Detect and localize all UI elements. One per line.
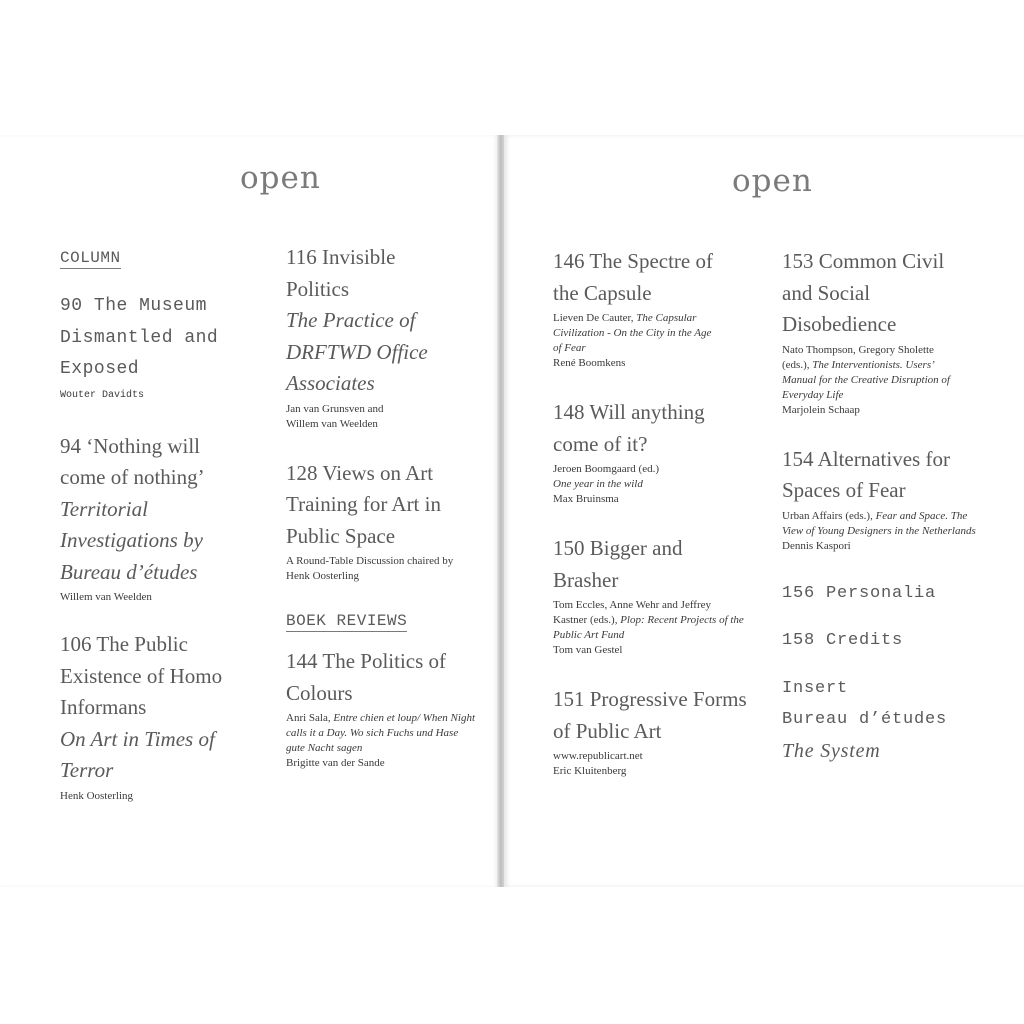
toc-entry-106 — [60, 629, 275, 804]
entry-byline-work: calls it a Day. Wo sich Fuchs und Hase — [286, 727, 459, 739]
entry-title-line: and Social — [782, 280, 871, 305]
entry-reviewer: Max Bruinsma — [553, 493, 619, 505]
toc-entry-personalia: 156 Personalia — [782, 583, 937, 603]
entry-reviewer: Eric Kluitenberg — [553, 765, 627, 777]
entry-title-line: 154 Alternatives for — [782, 446, 950, 471]
entry-byline-work: Civilization - On the City in the Age — [553, 327, 712, 339]
insert-subtitle: The System — [782, 739, 881, 762]
left-masthead: open — [240, 160, 321, 196]
entry-byline-author: Jeroen Boomgaard (ed.) — [553, 463, 659, 475]
entry-title-line: Disobedience — [782, 312, 897, 336]
entry-byline: Willem van Weelden — [286, 417, 378, 430]
entry-title-line: 116 Invisible — [286, 245, 396, 269]
toc-entry-154 — [782, 444, 1017, 554]
entry-title-line: come of nothing’ — [60, 465, 205, 489]
entry-title-line: of Public Art — [553, 718, 662, 743]
entry-subtitle-line: Investigations by — [60, 528, 203, 552]
section-heading-boek-reviews: BOEK REVIEWS — [286, 612, 408, 630]
entry-byline: Jan van Grunsven and — [286, 402, 384, 415]
entry-subtitle-line: Territorial — [60, 496, 148, 521]
left-column-1 — [60, 247, 275, 804]
entry-byline-work: The Interventionists. Users’ — [812, 358, 935, 371]
right-column-2 — [782, 246, 1017, 769]
entry-byline: A Round-Table Discussion chaired by — [286, 555, 454, 567]
entry-byline-work: One year in the wild — [553, 478, 643, 490]
right-column-1 — [553, 246, 773, 779]
entry-byline-work: Public Art Fund — [553, 629, 625, 641]
entry-subtitle-line: Terror — [60, 758, 114, 782]
entry-title-line: Public Space — [286, 523, 396, 548]
entry-byline-work: Entre chien et loup/ When Night — [333, 712, 476, 724]
entry-subtitle-line: Bureau d’études — [60, 559, 198, 584]
entry-byline-author: Tom Eccles, Anne Wehr and Jeffrey — [553, 599, 711, 611]
entry-subtitle-line: Associates — [286, 371, 375, 395]
entry-byline-work: Manual for the Creative Disruption of — [782, 373, 950, 386]
entry-byline-author: Kastner (eds.), — [553, 614, 621, 626]
entry-title-line: 90 The Museum — [60, 296, 207, 316]
entry-subtitle-line: DRFTWD Office — [286, 339, 428, 364]
entry-title-line: 94 ‘Nothing will — [60, 433, 200, 458]
entry-byline: Willem van Weelden — [60, 591, 152, 603]
insert-block — [782, 673, 1017, 770]
toc-entry-90 — [60, 291, 275, 403]
entry-title-line: 144 The Politics of — [286, 649, 447, 673]
entry-reviewer: Marjolein Schaap — [782, 403, 860, 416]
entry-title-line: Colours — [286, 680, 353, 705]
insert-label: Insert — [782, 678, 849, 698]
toc-entry-credits: 158 Credits — [782, 631, 904, 650]
right-masthead: open — [732, 163, 813, 199]
entry-title-line: 153 Common Civil — [782, 249, 945, 273]
entry-title-line: 150 Bigger and — [553, 536, 683, 560]
entry-byline-author: Lieven De Cauter, — [553, 312, 637, 324]
entry-byline-author: Anri Sala, — [286, 712, 334, 724]
entry-byline-work: Fear and Space. The — [875, 509, 968, 522]
entry-byline-work: gute Nacht sagen — [286, 742, 363, 754]
toc-entry-128 — [286, 458, 496, 585]
toc-entry-116 — [286, 242, 496, 432]
entry-title-line: 146 The Spectre of — [553, 249, 713, 273]
entry-title-line: 148 Will anything — [553, 400, 705, 424]
entry-byline-work: Everyday Life — [782, 388, 844, 401]
entry-reviewer: René Boomkens — [553, 357, 626, 369]
toc-entry-144 — [286, 646, 496, 771]
entry-byline-work: View of Young Designers in the Netherlands — [782, 524, 976, 537]
toc-entry-153 — [782, 246, 1017, 418]
entry-title-line: Spaces of Fear — [782, 478, 906, 502]
entry-title-line: Existence of Homo — [60, 663, 223, 688]
entry-byline: Henk Oosterling — [60, 789, 134, 802]
entry-title-line: come of it? — [553, 431, 648, 456]
toc-entry-94 — [60, 431, 275, 606]
entry-byline-work: Plop: Recent Projects of the — [620, 614, 744, 626]
entry-reviewer: Dennis Kaspori — [782, 539, 851, 552]
entry-byline: Henk Oosterling — [286, 570, 360, 582]
toc-entry-151 — [553, 684, 773, 779]
section-heading-column: COLUMN — [60, 249, 121, 267]
entry-title-line: Dismantled and — [60, 327, 219, 348]
entry-byline-work: The Capsular — [636, 312, 697, 324]
entry-title-line: Politics — [286, 276, 350, 301]
entry-byline: Wouter Davidts — [60, 389, 145, 401]
toc-entry-148 — [553, 397, 773, 507]
toc-entry-146 — [553, 246, 773, 371]
entry-byline-work: of Fear — [553, 342, 586, 354]
entry-reviewer: Tom van Gestel — [553, 644, 623, 656]
entry-byline-author: (eds.), — [782, 358, 813, 371]
entry-title-line: Brasher — [553, 567, 619, 592]
entry-subtitle-line: The Practice of — [286, 308, 416, 332]
insert-title: Bureau d’études — [782, 710, 948, 729]
entry-byline-author: Nato Thompson, Gregory Sholette — [782, 343, 934, 356]
entry-title-line: the Capsule — [553, 280, 652, 305]
left-column-2 — [286, 242, 496, 771]
entry-title-line: 128 Views on Art — [286, 460, 434, 485]
entry-title-line: 151 Progressive Forms — [553, 687, 747, 711]
entry-byline-url: www.republicart.net — [553, 750, 643, 762]
entry-title-line: Informans — [60, 695, 147, 719]
entry-title-line: Exposed — [60, 359, 140, 379]
entry-title-line: 106 The Public — [60, 632, 188, 656]
entry-title-line: Training for Art in — [286, 492, 441, 516]
entry-byline-author: Urban Affairs (eds.), — [782, 509, 876, 522]
toc-entry-150 — [553, 533, 773, 658]
entry-subtitle-line: On Art in Times of — [60, 726, 215, 751]
entry-reviewer: Brigitte van der Sande — [286, 757, 385, 769]
